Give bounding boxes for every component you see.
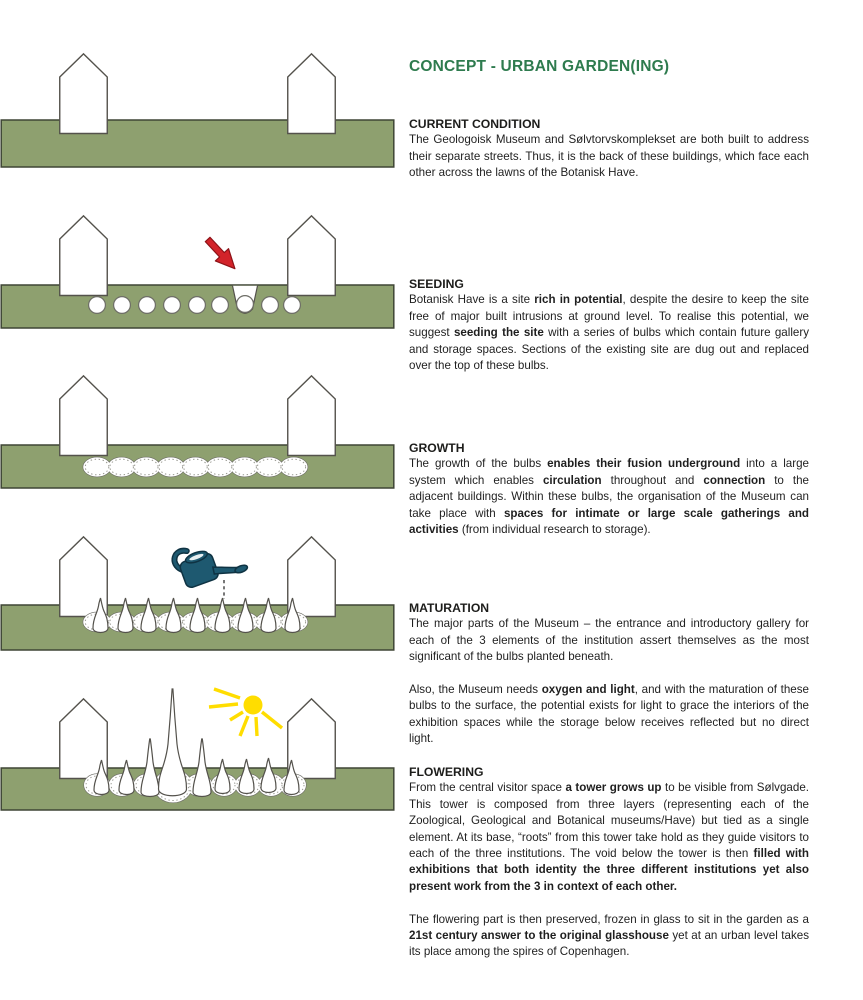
diagram-flowering (1, 689, 394, 810)
building-icon (288, 699, 336, 779)
dig-arrow-icon (201, 233, 241, 275)
diagram-growth (1, 376, 394, 488)
diagram-seeding (1, 216, 394, 328)
tower-spires (94, 689, 299, 797)
sun-icon (209, 689, 282, 736)
building-icon (288, 376, 336, 456)
section-maturation (409, 600, 809, 748)
section-growth (409, 440, 809, 538)
building-icon (288, 54, 336, 134)
diagram-maturation (1, 532, 394, 650)
section-paragraph: Botanisk Have is a site rich in potential, despite the desire to keep the site free of major built intrusions at ground level. To realise this potential, we suggest seeding the site with a series of bulbs which contain future gallery and storage spaces. Sections of the existing site are dug out and replaced over the top of these bulbs. (409, 293, 810, 373)
section-heading: FLOWERING (409, 765, 484, 779)
section-paragraph: The Geologoisk Museum and Sølvtorvskomplekset are both built to address their separate streets. Thus, it is the back of these buildings, which face each other across the lawns of the Botanisk Have. (409, 133, 809, 180)
section-seeding (409, 276, 809, 374)
tower-spire (159, 689, 187, 796)
fused-bulbs (83, 457, 307, 476)
building-icon (288, 537, 336, 617)
section-flowering (409, 764, 809, 961)
bulb-sprouts (93, 598, 300, 633)
building-icon (60, 54, 108, 134)
building-icon (288, 216, 336, 296)
section-heading: GROWTH (409, 441, 465, 455)
diagram-current-condition (1, 54, 394, 167)
section-paragraph: The flowering part is then preserved, frozen in glass to sit in the garden as a 21st century answer to the original glasshouse yet at an urban level takes its place among the spires of Copenhagen. (409, 912, 809, 959)
building-icon (60, 216, 108, 296)
building-icon (60, 376, 108, 456)
section-heading: CURRENT CONDITION (409, 117, 541, 131)
concept-diagrams (0, 0, 400, 1000)
section-paragraph: From the central visitor space a tower grows up to be visible from Sølvgade. This tower is composed from three layers (representing each of the Zoological, Geological and Botanical museums/Have) but tied as a single element. At its base, “roots” from this tower take hold as they guide visitors to each of the three institutions. The void below the tower is then filled with exhibitions that both identity the three different institutions yet also present work from the 3 in context of each other. (409, 781, 809, 893)
section-heading: SEEDING (409, 277, 464, 291)
section-current-condition (409, 116, 809, 182)
section-paragraph: The major parts of the Museum – the entrance and introductory gallery for each of the 3 elements of the institution assert themselves as the most significant of the bulbs planted beneath. (409, 617, 809, 664)
section-heading: MATURATION (409, 601, 490, 615)
seed-bulbs (89, 296, 301, 314)
page-title: CONCEPT - URBAN GARDEN(ING) (409, 58, 670, 75)
watering-can-icon (172, 532, 249, 593)
section-paragraph: The growth of the bulbs enables their fusion underground into a large system which enables circulation throughout and connection to the adjacent buildings. Within these bulbs, the organisation of the Museum can take place with spaces for intimate or large scale gatherings and activities (from individual research to storage). (409, 457, 809, 537)
section-paragraph: Also, the Museum needs oxygen and light, and with the maturation of these bulbs to the surface, the potential exists for light to grace the interiors of the exhibition spaces while the storage below receives reflected but no direct light. (409, 683, 809, 746)
